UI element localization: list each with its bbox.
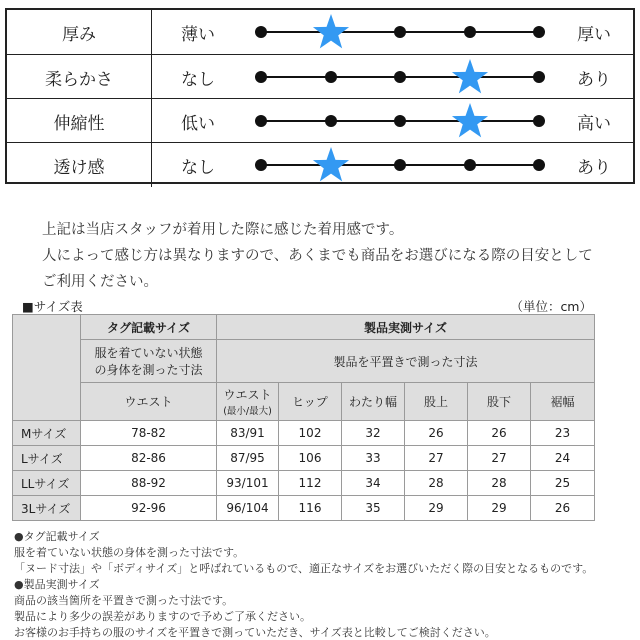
cell-rise: 29 (405, 496, 468, 521)
star-marker-icon (450, 57, 490, 97)
scale-dot (325, 71, 337, 83)
cell-waist: 87/95 (217, 446, 279, 471)
cell-tag-waist: 82-86 (81, 446, 217, 471)
feel-scale-min-label: 低い (181, 113, 215, 134)
column-header-thigh: わたり幅 (342, 383, 405, 421)
cell-thigh: 35 (342, 496, 405, 521)
feel-scale (255, 143, 545, 187)
feel-scale (255, 55, 545, 99)
tag-size-header: タグ記載サイズ (81, 315, 217, 340)
scale-dot (255, 71, 267, 83)
cell-rise: 26 (405, 421, 468, 446)
feel-scale-max-label: 高い (577, 113, 611, 134)
size-label: Lサイズ (13, 446, 81, 471)
cell-hem: 23 (531, 421, 595, 446)
size-table-caption: ■サイズ表 (22, 299, 83, 314)
feel-label: 厚み (7, 10, 152, 54)
scale-dot (394, 159, 406, 171)
scale-dot (394, 115, 406, 127)
feel-note-line-1: 上記は当店スタッフが着用した際に感じた着用感です。 (42, 222, 404, 238)
table-row (13, 471, 595, 496)
cell-hem: 25 (531, 471, 595, 496)
cell-waist: 96/104 (217, 496, 279, 521)
column-header-waist-sub: (最小/最大) (223, 406, 272, 417)
feel-label: 柔らかさ (7, 55, 152, 99)
scale-dot (533, 115, 545, 127)
column-header-rise: 股上 (405, 383, 468, 421)
cell-inseam: 27 (468, 446, 531, 471)
footer-line: 服を着ていない状態の身体を測った寸法です。 (14, 546, 245, 559)
cell-thigh: 34 (342, 471, 405, 496)
column-header-waist-label: ウエスト (223, 388, 272, 402)
feel-note-line-3: ご利用ください。 (42, 274, 158, 290)
scale-dot (533, 71, 545, 83)
cell-hem: 26 (531, 496, 595, 521)
cell-inseam: 28 (468, 471, 531, 496)
size-label: 3Lサイズ (13, 496, 81, 521)
cell-rise: 28 (405, 471, 468, 496)
scale-dot (533, 26, 545, 38)
footer-line: 「ヌード寸法」や「ボディサイズ」と呼ばれているもので、適正なサイズをお選びいただく際の目安となるものです。 (14, 562, 594, 575)
cell-tag-waist: 92-96 (81, 496, 217, 521)
feel-scale-min-label: 薄い (181, 24, 215, 45)
feel-scale-max-label: 厚い (577, 24, 611, 45)
cell-hip: 116 (279, 496, 342, 521)
feel-scale (255, 99, 545, 143)
cell-thigh: 33 (342, 446, 405, 471)
cell-hip: 102 (279, 421, 342, 446)
cell-waist: 93/101 (217, 471, 279, 496)
table-row (13, 446, 595, 471)
feel-note-line-2: 人によって感じ方は異なりますので、あくまでも商品をお選びになる際の目安として (42, 248, 593, 264)
scale-dot (325, 115, 337, 127)
cell-rise: 27 (405, 446, 468, 471)
scale-dot (464, 159, 476, 171)
size-table-corner (13, 315, 81, 421)
feel-scale-min-label: なし (181, 157, 215, 178)
feel-label: 透け感 (7, 143, 152, 187)
column-header-hem: 裾幅 (531, 383, 595, 421)
column-header-tag-waist: ウエスト (81, 383, 217, 421)
wear-feel-table (5, 8, 635, 184)
size-table-unit: （単位：cm） (510, 299, 592, 314)
feel-scale-max-label: あり (577, 157, 611, 178)
column-header-hip: ヒップ (279, 383, 342, 421)
feel-row-sheerness (7, 142, 633, 187)
scale-dot (394, 26, 406, 38)
footer-measured-size-heading: ●製品実測サイズ (14, 578, 100, 591)
star-marker-icon (311, 12, 351, 52)
cell-tag-waist: 78-82 (81, 421, 217, 446)
measured-size-header: 製品実測サイズ (217, 315, 595, 340)
cell-waist: 83/91 (217, 421, 279, 446)
feel-scale-max-label: あり (577, 69, 611, 90)
footer-line: 製品により多少の誤差がありますので予めご了承ください。 (14, 610, 311, 623)
tag-size-description (81, 340, 217, 383)
cell-thigh: 32 (342, 421, 405, 446)
scale-dot (464, 26, 476, 38)
scale-dot (255, 159, 267, 171)
measured-size-description: 製品を平置きで測った寸法 (217, 340, 595, 383)
feel-label: 伸縮性 (7, 99, 152, 143)
scale-dot (533, 159, 545, 171)
footer-line: 商品の該当箇所を平置きで測った寸法です。 (14, 594, 234, 607)
size-label: LLサイズ (13, 471, 81, 496)
scale-dot (255, 115, 267, 127)
star-marker-icon (450, 101, 490, 141)
tag-size-description-line-1: 服を着ていない状態 (94, 346, 203, 360)
star-marker-icon (311, 145, 351, 185)
table-row (13, 496, 595, 521)
cell-inseam: 29 (468, 496, 531, 521)
cell-tag-waist: 88-92 (81, 471, 217, 496)
feel-row-stretch (7, 98, 633, 143)
size-table (12, 314, 595, 521)
cell-hip: 112 (279, 471, 342, 496)
size-label: Mサイズ (13, 421, 81, 446)
feel-row-softness (7, 54, 633, 99)
tag-size-description-line-2: の身体を測った寸法 (94, 363, 203, 377)
table-row (13, 421, 595, 446)
footer-tag-size-heading: ●タグ記載サイズ (14, 530, 100, 543)
cell-inseam: 26 (468, 421, 531, 446)
feel-scale-min-label: なし (181, 69, 215, 90)
column-header-waist (217, 383, 279, 421)
feel-scale (255, 10, 545, 54)
column-header-inseam: 股下 (468, 383, 531, 421)
scale-dot (255, 26, 267, 38)
cell-hem: 24 (531, 446, 595, 471)
feel-row-thickness (7, 10, 633, 54)
cell-hip: 106 (279, 446, 342, 471)
scale-dot (394, 71, 406, 83)
footer-line: お客様のお手持ちの服のサイズを平置きで測っていただき、サイズ表と比較してご検討ください。 (14, 626, 496, 639)
